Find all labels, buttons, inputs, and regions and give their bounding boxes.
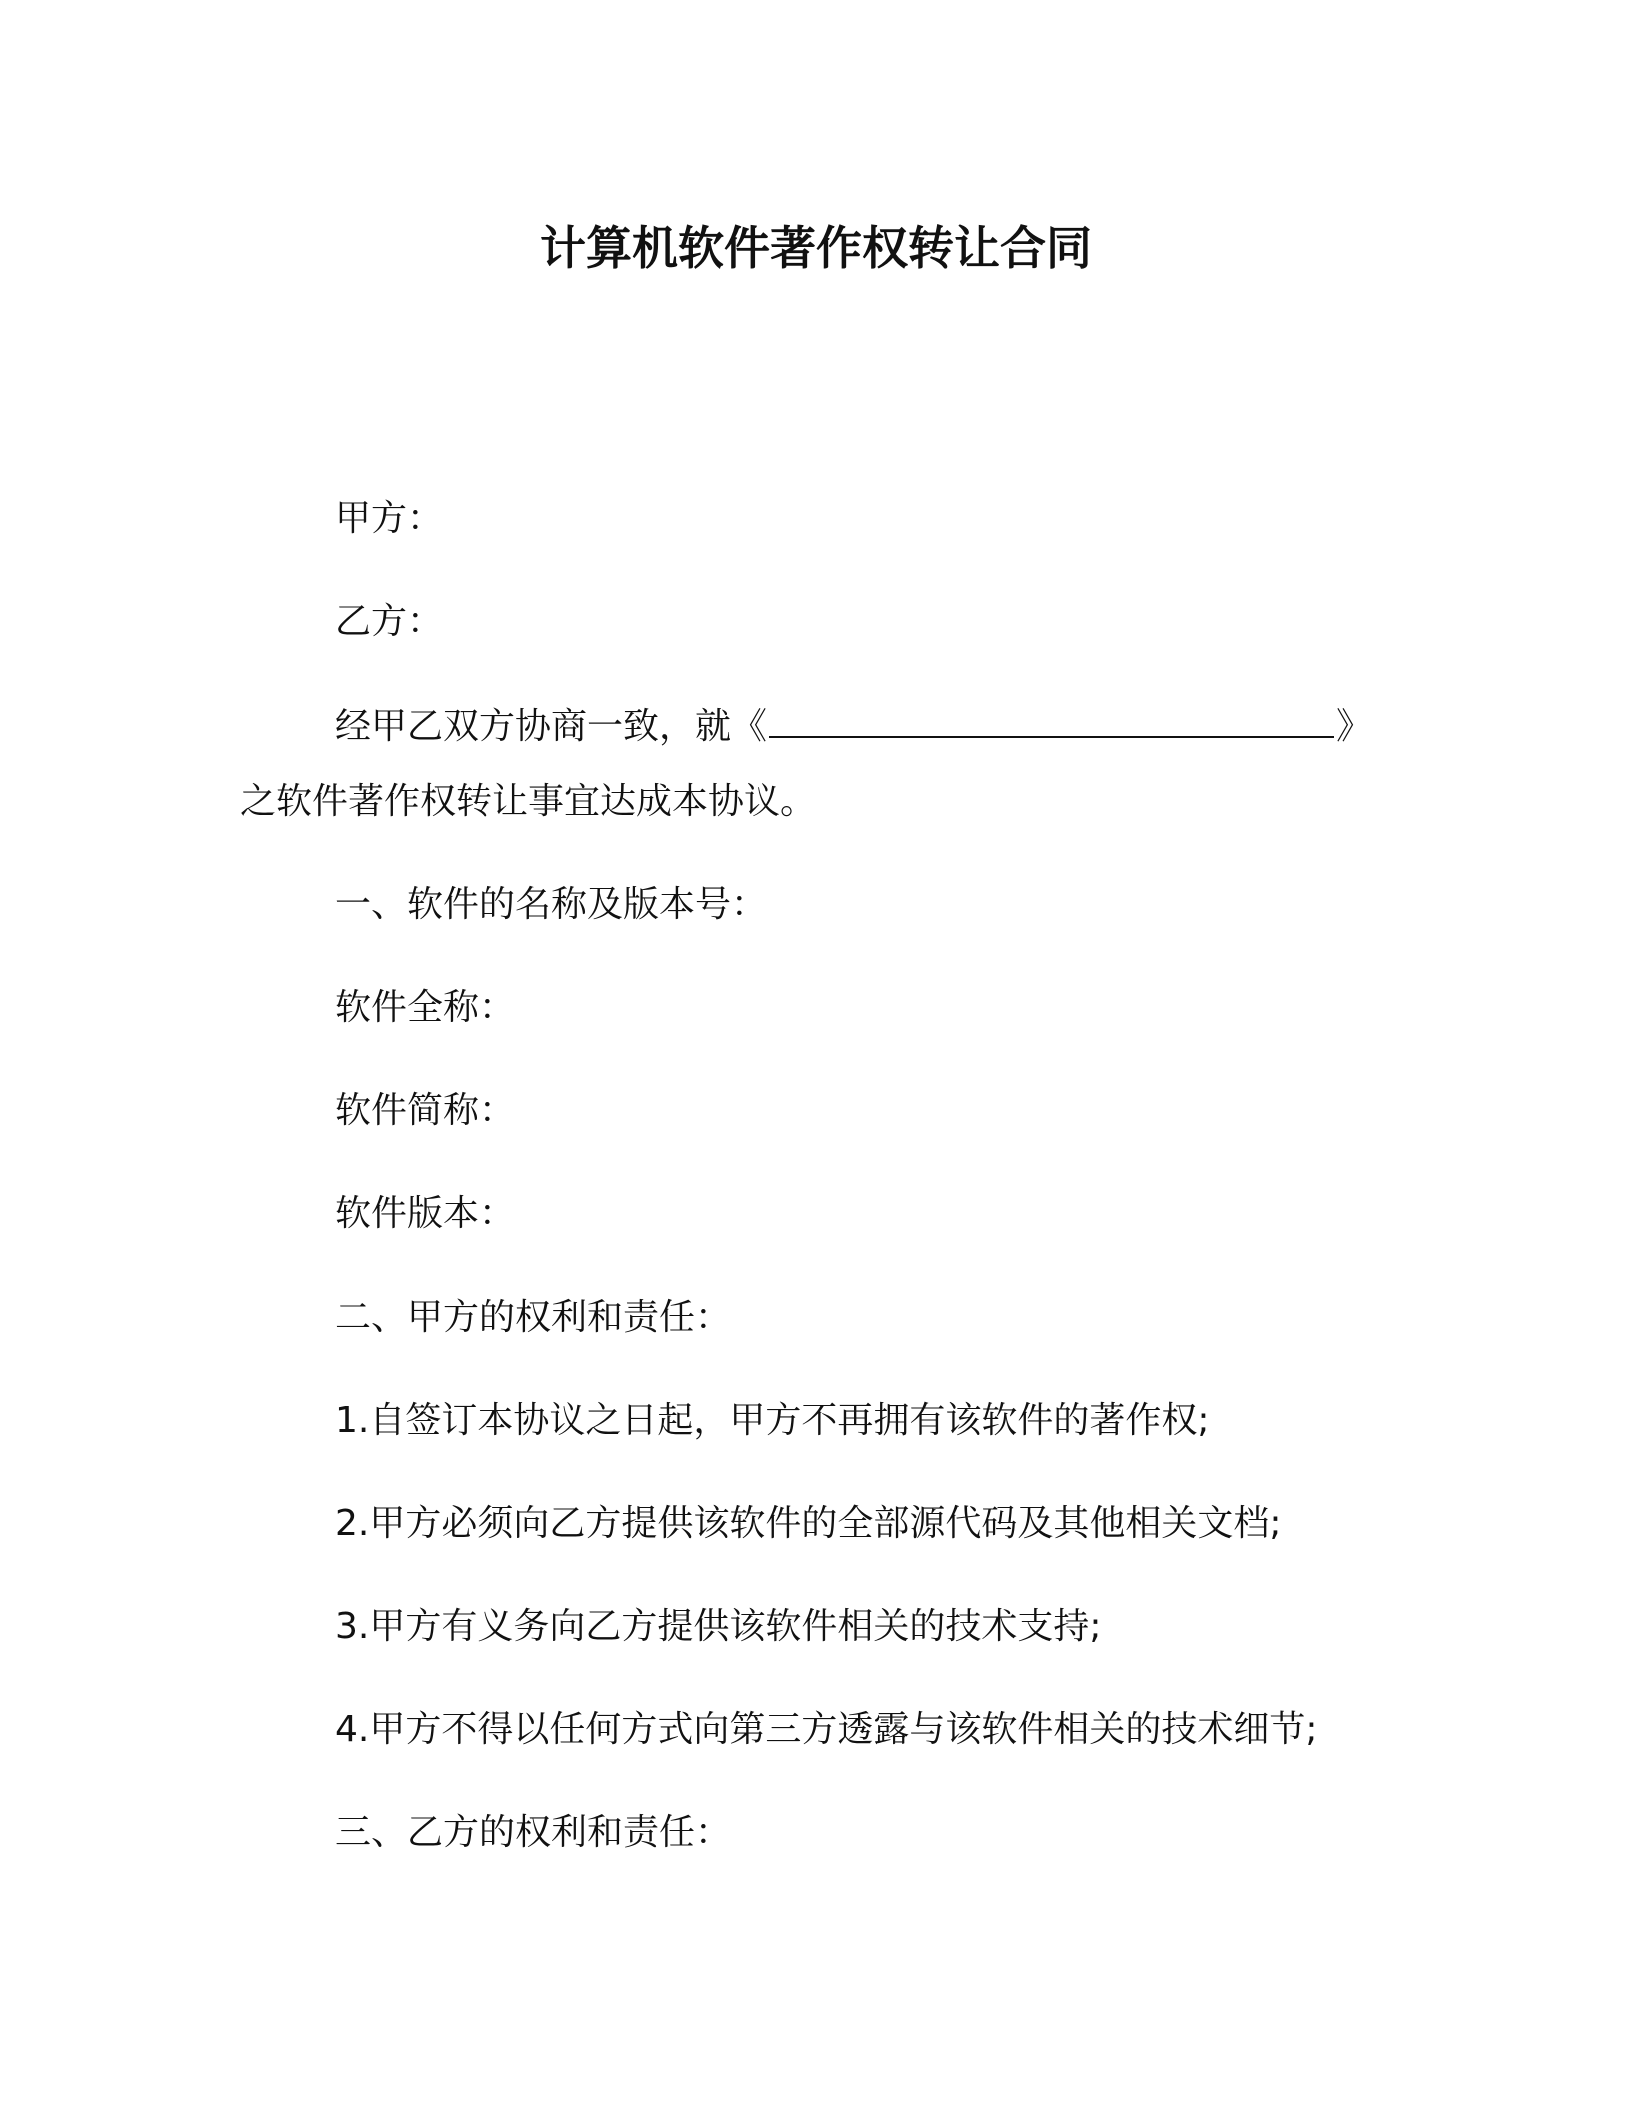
- intro-paragraph-line1: [335, 702, 1372, 751]
- section2-item: 4.甲方不得以任何方式向第三方透露与该软件相关的技术细节;: [335, 1709, 1318, 1750]
- document-title: 计算机软件著作权转让合同: [540, 221, 1092, 275]
- section2-item: 2.甲方必须向乙方提供该软件的全部源代码及其他相关文档;: [335, 1503, 1282, 1544]
- intro-paragraph-line2: 之软件著作权转让事宜达成本协议。: [240, 781, 817, 822]
- party-b-label: 乙方：: [335, 601, 444, 642]
- section2-heading: 二、甲方的权利和责任：: [335, 1297, 732, 1338]
- section2-item: 3.甲方有义务向乙方提供该软件相关的技术支持;: [335, 1606, 1102, 1647]
- intro-suffix-bracket: 》: [1336, 706, 1373, 747]
- software-name-blank: [769, 702, 1334, 738]
- party-a-label: 甲方：: [335, 498, 444, 539]
- section2-item: 1.自签订本协议之日起，甲方不再拥有该软件的著作权;: [335, 1400, 1210, 1441]
- section3-heading: 三、乙方的权利和责任：: [335, 1812, 732, 1853]
- software-version-label: 软件版本：: [335, 1193, 516, 1234]
- intro-prefix: 经甲乙双方协商一致，就《: [335, 706, 768, 747]
- software-full-name-label: 软件全称：: [335, 987, 516, 1028]
- section1-heading: 一、软件的名称及版本号：: [335, 884, 768, 925]
- software-short-name-label: 软件简称：: [335, 1090, 516, 1131]
